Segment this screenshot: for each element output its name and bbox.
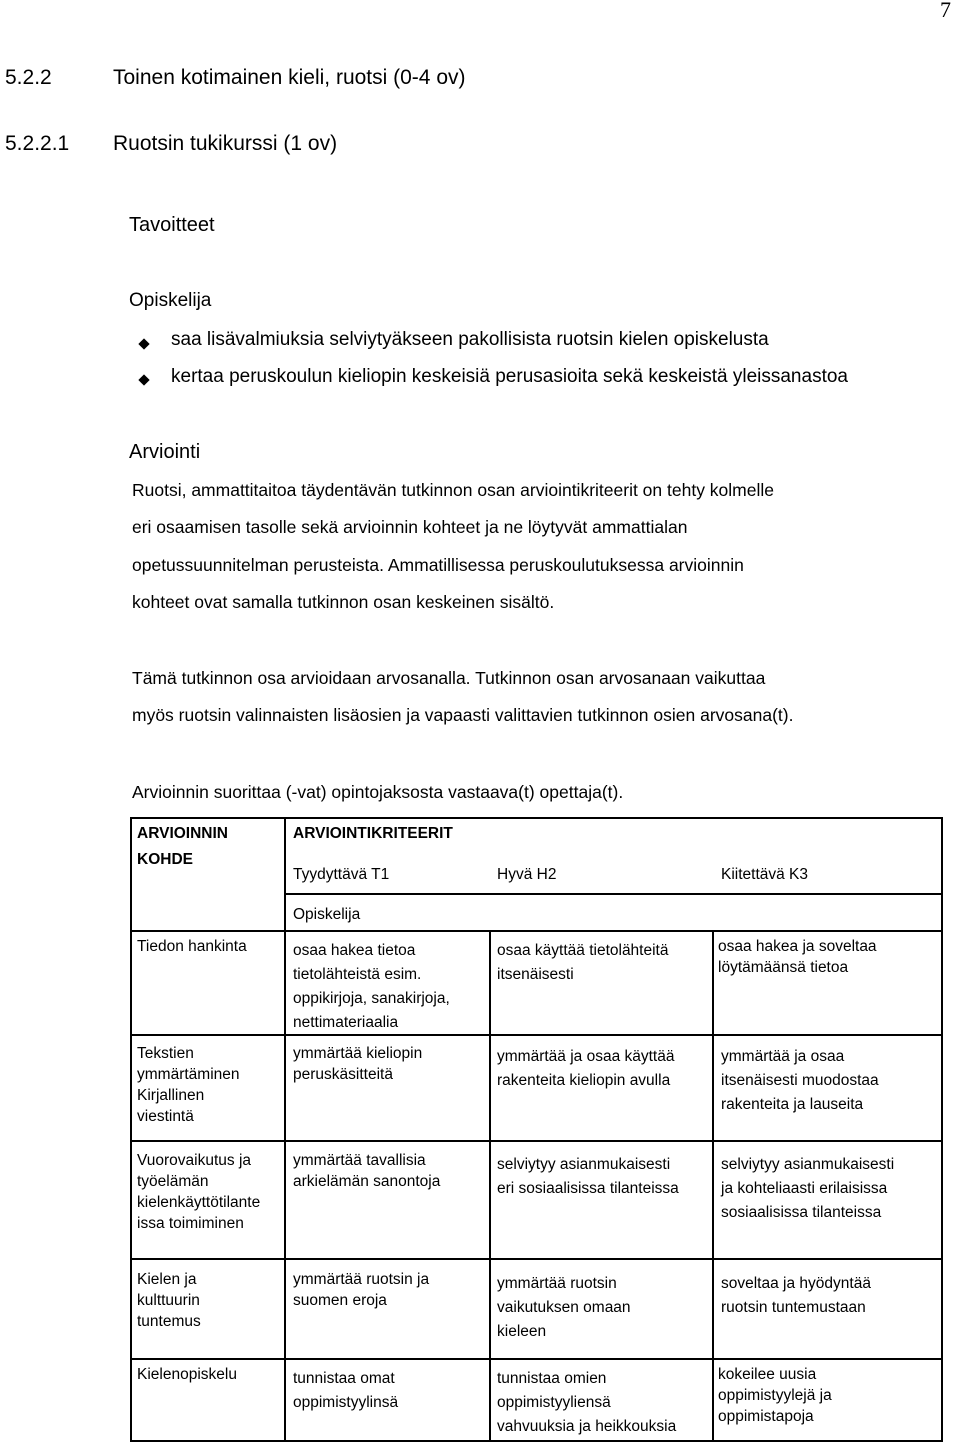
row-t1: ymmärtää kieliopin peruskäsitteitä [293,1045,423,1083]
row-target: Tekstien ymmärtäminen Kirjallinen viestintä [137,1045,240,1125]
row-target: Tiedon hankinta [137,938,247,955]
row-h2: osaa käyttää tietolähteitä itsenäisesti [497,942,669,983]
table-border [130,817,132,1442]
row-t1: ymmärtää tavallisia arkielämän sanontoja [293,1152,441,1190]
table-border [130,1258,943,1260]
row-t1: ymmärtää ruotsin ja suomen eroja [293,1271,430,1309]
row-target: Kielen ja kulttuurin tuntemus [137,1271,201,1330]
grade-h2: Hyvä H2 [497,866,557,883]
row-t1: osaa hakea tietoa tietolähteistä esim. oppikirjoja, sanakirjoja, nettimateriaalia [293,942,450,1031]
table-border [284,893,943,895]
row-h2: ymmärtää ja osaa käyttää rakenteita kieliopin avulla [497,1048,675,1089]
section-heading [5,66,466,90]
section-title: Toinen kotimainen kieli, ruotsi (0-4 ov) [113,66,466,89]
goals-heading: Tavoitteet [129,214,215,236]
table-border [712,930,714,1442]
assessment-heading: Arviointi [129,441,201,463]
subsection-number: 5.2.2.1 [5,132,70,155]
row-k3: kokeilee uusia oppimistyylejä ja oppimistapoja [718,1366,832,1425]
table-border [941,817,943,1442]
row-k3: ymmärtää ja osaa itsenäisesti muodostaa rakenteita ja lauseita [721,1048,879,1113]
subsection-title: Ruotsin tukikurssi (1 ov) [113,132,338,155]
assessment-p2-line: myös ruotsin valinnaisten lisäosien ja vapaasti valittavien tutkinnon osien arvosana(t). [132,705,794,726]
subsection-heading [5,132,337,156]
student-label: Opiskelija [293,906,361,923]
header-criteria: ARVIOINTIKRITEERIT [293,825,453,842]
bullet-diamond-icon [138,374,149,385]
goals-intro: Opiskelija [129,290,212,311]
assessment-p1-line: kohteet ovat samalla tutkinnon osan keskeinen sisältö. [132,591,555,612]
section-number: 5.2.2 [5,66,52,89]
goals-bullet-2: kertaa peruskoulun kieliopin keskeisiä perusasioita sekä keskeistä yleissanastoa [171,366,848,387]
assessment-paragraph-1 [132,472,932,621]
assessment-paragraph-2 [132,660,952,735]
row-t1: tunnistaa omat oppimistyylinsä [293,1370,399,1411]
table-border [130,1034,943,1036]
page-number: 7 [940,0,951,22]
row-h2: tunnistaa omien oppimistyyliensä vahvuuksia ja heikkouksia [497,1370,677,1435]
bullet-diamond-icon [138,338,149,349]
table-border [130,817,943,819]
row-h2: selviytyy asianmukaisesti eri sosiaalisissa tilanteissa [497,1156,679,1197]
table-border [284,817,286,1442]
row-k3: osaa hakea ja soveltaa löytämäänsä tietoa [718,938,877,976]
assessment-paragraph-3: Arvioinnin suorittaa (-vat) opintojaksosta vastaava(t) opettaja(t). [132,782,624,802]
assessment-p1-line: eri osaamisen tasolle sekä arvioinnin kohteet ja ne löytyvät ammattialan [132,517,688,538]
table-border [130,1440,943,1442]
table-border [489,930,491,1442]
table-border [130,1358,943,1360]
goals-bullet-1: saa lisävalmiuksia selviytyäkseen pakollisista ruotsin kielen opiskelusta [171,329,769,350]
assessment-p2-line: Tämä tutkinnon osa arvioidaan arvosanalla. Tutkinnon osan arvosanaan vaikuttaa [132,668,766,688]
table-border [130,1140,943,1142]
row-h2: ymmärtää ruotsin vaikutuksen omaan kieleen [497,1275,631,1340]
row-target: Kielenopiskelu [137,1366,237,1383]
row-k3: selviytyy asianmukaisesti ja kohteliaasti erilaisissa sosiaalisissa tilanteissa [721,1156,895,1221]
header-target: ARVIOINNIN KOHDE [137,825,229,868]
assessment-p1-line: Ruotsi, ammattitaitoa täydentävän tutkinnon osan arviointikriteerit on tehty kolmelle [132,480,774,500]
grade-t1: Tyydyttävä T1 [293,866,390,883]
table-border [130,930,943,932]
grade-k3: Kiitettävä K3 [721,866,809,883]
row-k3: soveltaa ja hyödyntää ruotsin tuntemustaan [721,1275,871,1316]
assessment-p1-line: opetussuunnitelman perusteista. Ammatillisessa peruskoulutuksessa arvioinnin [132,554,744,575]
row-target: Vuorovaikutus ja työelämän kielenkäyttötilante issa toimiminen [137,1152,261,1232]
